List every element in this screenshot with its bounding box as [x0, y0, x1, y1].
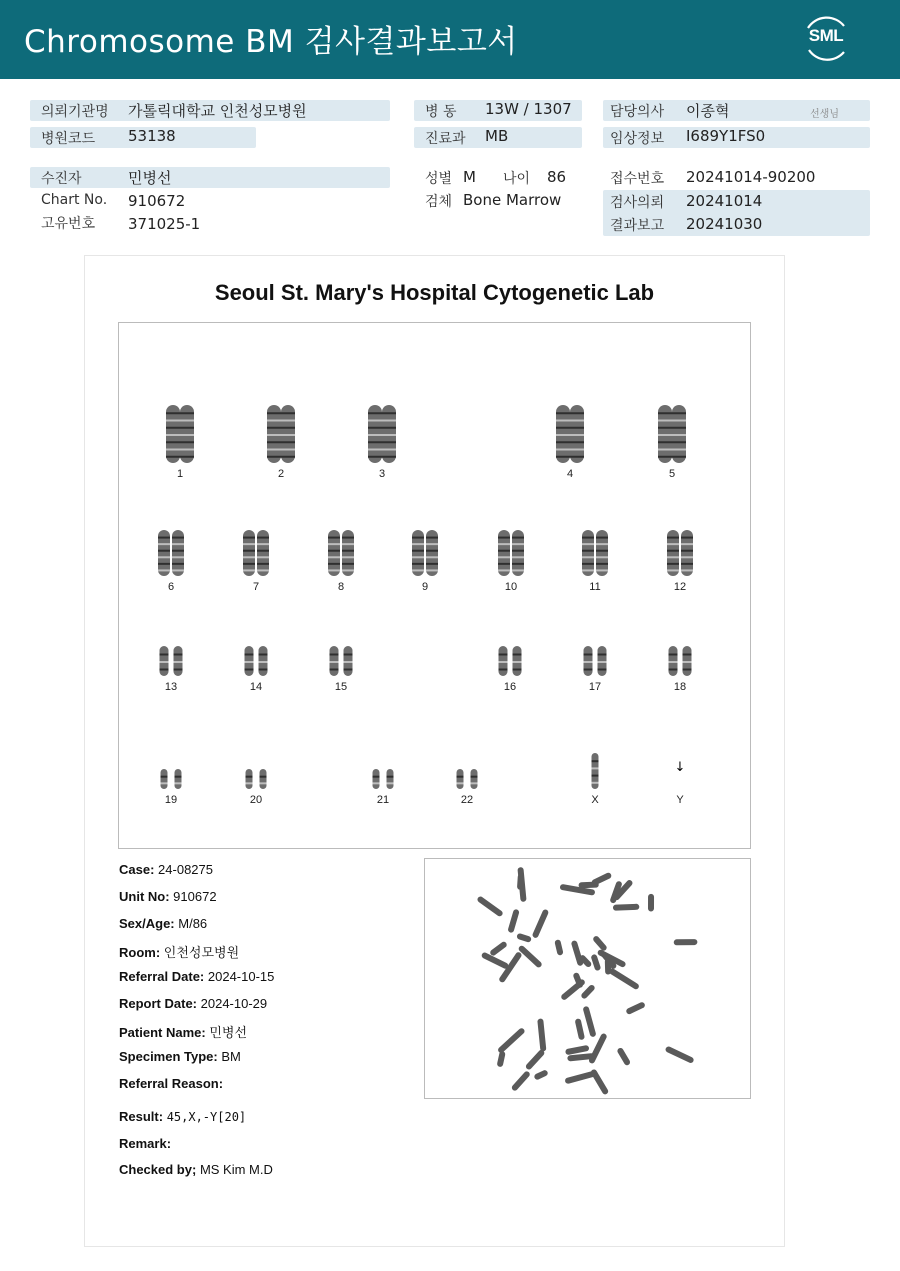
chromosome-label-14: 14 — [249, 681, 263, 693]
karyotype-panel — [118, 322, 751, 849]
metaphase-chromosome — [560, 978, 586, 1001]
receipt-label: 접수번호 — [610, 171, 665, 187]
result-line — [119, 1109, 246, 1124]
logo-text: SML — [808, 26, 844, 45]
sml-logo — [800, 12, 852, 64]
code-label: 병원코드 — [41, 131, 96, 147]
chromosome-pair-11 — [582, 530, 608, 576]
metaphase-chromosome — [532, 909, 550, 939]
room-label: Room: — [119, 945, 161, 960]
metaphase-chromosome — [616, 1047, 631, 1066]
doctor-label: 담당의사 — [610, 104, 665, 120]
specimen-value: Bone Marrow — [463, 191, 562, 209]
referral-reason-label: Referral Reason: — [119, 1076, 224, 1091]
patient-name-label: Patient Name: — [119, 1025, 206, 1040]
metaphase-chromosome — [665, 1046, 695, 1064]
referral-reason-line — [119, 1076, 223, 1091]
unit-label: Unit No: — [119, 889, 170, 904]
chromosome-label-X: X — [591, 794, 599, 806]
patient-value: 민병선 — [128, 169, 172, 187]
metaphase-chromosome — [575, 1018, 586, 1040]
chromosome-label-6: 6 — [167, 581, 175, 593]
report-header — [0, 0, 900, 79]
request-value: 20241014 — [686, 192, 763, 210]
missing-y-arrow: ↓ — [674, 760, 686, 775]
patient-name-line — [119, 1022, 247, 1041]
metaphase-chromosome — [590, 954, 601, 972]
metaphase-chromosome — [565, 1045, 590, 1055]
age-label: 나이 — [503, 171, 531, 187]
chromosome-pair-8 — [328, 530, 354, 576]
metaphase-chromosome — [525, 1049, 546, 1071]
metaphase-chromosome — [625, 1001, 646, 1015]
report-date-value: 2024-10-29 — [200, 996, 268, 1011]
metaphase-chromosome — [533, 1069, 548, 1080]
metaphase-chromosome — [582, 1006, 596, 1038]
report-page — [84, 255, 785, 1247]
case-line — [119, 862, 213, 877]
chromosome-label-7: 7 — [252, 581, 260, 593]
checked-value: MS Kim M.D — [199, 1162, 273, 1177]
metaphase-chromosome — [507, 909, 519, 934]
chromosome-label-19: 19 — [164, 794, 178, 806]
metaphase-chromosome — [497, 1027, 526, 1054]
metaphase-chromosome — [592, 935, 608, 952]
metaphase-chromosome — [517, 874, 524, 890]
chromosome-label-3: 3 — [378, 468, 386, 480]
chromosome-label-15: 15 — [334, 681, 348, 693]
chromosome-pair-17 — [584, 646, 607, 676]
id-value: 371025-1 — [128, 215, 201, 233]
chromosome-pair-7 — [243, 530, 269, 576]
chromosome-pair-18 — [669, 646, 692, 676]
sexage-label: Sex/Age: — [119, 916, 175, 931]
ward-value: 13W / 1307 — [485, 100, 572, 118]
chart-label: Chart No. — [41, 192, 108, 208]
result-label: Result: — [119, 1109, 164, 1124]
doctor-value: 이종혁 — [686, 102, 730, 120]
chromosome-pair-X — [592, 753, 599, 789]
metaphase-chromosome — [511, 1070, 531, 1092]
specimen-label: 검체 — [425, 194, 453, 210]
chromosome-label-4: 4 — [566, 468, 574, 480]
chromosome-pair-15 — [330, 646, 353, 676]
chromosome-label-8: 8 — [337, 581, 345, 593]
sexage-value: M/86 — [178, 916, 208, 931]
checked-line — [119, 1162, 273, 1177]
chromosome-label-17: 17 — [588, 681, 602, 693]
metaphase-chromosome — [578, 882, 598, 889]
metaphase-chromosome — [517, 944, 542, 968]
chromosome-pair-10 — [498, 530, 524, 576]
chromosome-pair-22 — [457, 769, 478, 789]
chromosome-label-20: 20 — [249, 794, 263, 806]
metaphase-chromosome — [516, 933, 532, 943]
chromosome-label-16: 16 — [503, 681, 517, 693]
chromosome-label-10: 10 — [504, 581, 518, 593]
checked-label: Checked by; — [119, 1162, 197, 1177]
sexage-line — [119, 916, 207, 931]
referral-date-line — [119, 969, 274, 984]
id-label: 고유번호 — [41, 216, 96, 232]
chromosome-pair-14 — [245, 646, 268, 676]
chromosome-pair-13 — [160, 646, 183, 676]
case-value: 24-08275 — [158, 862, 213, 877]
report-date-label: Report Date: — [119, 996, 198, 1011]
referral-date-value: 2024-10-15 — [207, 969, 275, 984]
chromosome-label-2: 2 — [277, 468, 285, 480]
chromosome-pair-16 — [499, 646, 522, 676]
room-line — [119, 942, 239, 961]
case-label: Case: — [119, 862, 155, 877]
clinical-value: I689Y1FS0 — [686, 127, 766, 145]
result-date-label: 결과보고 — [610, 218, 665, 234]
chromosome-pair-9 — [412, 530, 438, 576]
specimen-type-label: Specimen Type: — [119, 1049, 218, 1064]
patient-label: 수진자 — [41, 171, 82, 187]
chromosome-label-18: 18 — [673, 681, 687, 693]
metaphase-chromosome — [571, 940, 584, 967]
chromosome-label-Y: Y — [676, 794, 684, 806]
metaphase-chromosome — [537, 1018, 546, 1051]
chromosome-pair-21 — [373, 769, 394, 789]
lab-title: Seoul St. Mary's Hospital Cytogenetic Lab — [214, 280, 655, 305]
doctor-suffix: 선생님 — [810, 109, 839, 120]
chromosome-label-13: 13 — [164, 681, 178, 693]
age-value: 86 — [547, 168, 567, 186]
chromosome-pair-1 — [166, 405, 194, 463]
metaphase-chromosome — [648, 894, 654, 912]
metaphase-chromosome — [613, 904, 640, 911]
patient-band — [30, 167, 390, 188]
sex-value: M — [463, 168, 476, 186]
patient-name-value: 민병선 — [209, 1025, 248, 1040]
metaphase-chromosome — [497, 1051, 506, 1068]
report-title: Chromosome BM 검사결과보고서 — [24, 24, 518, 60]
specimen-type-line — [119, 1049, 241, 1064]
unit-line — [119, 889, 217, 904]
metaphase-chromosome — [588, 1033, 608, 1065]
chromosome-label-22: 22 — [460, 794, 474, 806]
dept-label: 진료과 — [425, 131, 466, 147]
hospital-label: 의뢰기관명 — [41, 104, 109, 120]
clinical-label: 임상정보 — [610, 131, 665, 147]
karyotype-image — [119, 323, 750, 848]
report-date-line — [119, 996, 267, 1011]
chromosome-pair-3 — [368, 405, 396, 463]
chromosome-label-1: 1 — [176, 468, 184, 480]
remark-line — [119, 1136, 171, 1151]
chromosome-label-11: 11 — [589, 581, 601, 593]
chromosome-label-5: 5 — [668, 468, 676, 480]
chromosome-pair-5 — [658, 405, 686, 463]
hospital-value: 가톨릭대학교 인천성모병원 — [128, 102, 307, 120]
chromosome-label-12: 12 — [673, 581, 687, 593]
referral-date-label: Referral Date: — [119, 969, 205, 984]
metaphase-image — [424, 858, 751, 1099]
receipt-value: 20241014-90200 — [686, 168, 816, 186]
room-value: 인천성모병원 — [163, 945, 240, 960]
code-value: 53138 — [128, 127, 176, 145]
chromosome-pair-12 — [667, 530, 693, 576]
metaphase-chromosome — [608, 967, 640, 990]
metaphase-chromosome — [674, 939, 698, 945]
ward-label: 병 동 — [425, 104, 457, 120]
metaphase-chromosome — [489, 941, 508, 957]
metaphase-chromosome — [554, 939, 563, 956]
chromosome-pair-19 — [161, 769, 182, 789]
specimen-type-value: BM — [221, 1049, 241, 1064]
metaphase-chromosome — [590, 1068, 609, 1095]
chromosome-pair-4 — [556, 405, 584, 463]
request-label: 검사의뢰 — [610, 195, 665, 211]
chromosome-label-9: 9 — [421, 581, 429, 593]
result-value: 45,X,-Y[20] — [166, 1110, 247, 1124]
chart-value: 910672 — [128, 192, 186, 210]
chromosome-pair-6 — [158, 530, 184, 576]
remark-label: Remark: — [119, 1136, 172, 1151]
chromosome-label-21: 21 — [376, 794, 390, 806]
result-date-value: 20241030 — [686, 215, 763, 233]
sex-label: 성별 — [425, 171, 453, 187]
chromosome-pair-20 — [246, 769, 267, 789]
chromosome-pair-2 — [267, 405, 295, 463]
unit-value: 910672 — [173, 889, 217, 904]
metaphase-chromosome — [476, 895, 504, 917]
dept-value: MB — [485, 127, 509, 145]
